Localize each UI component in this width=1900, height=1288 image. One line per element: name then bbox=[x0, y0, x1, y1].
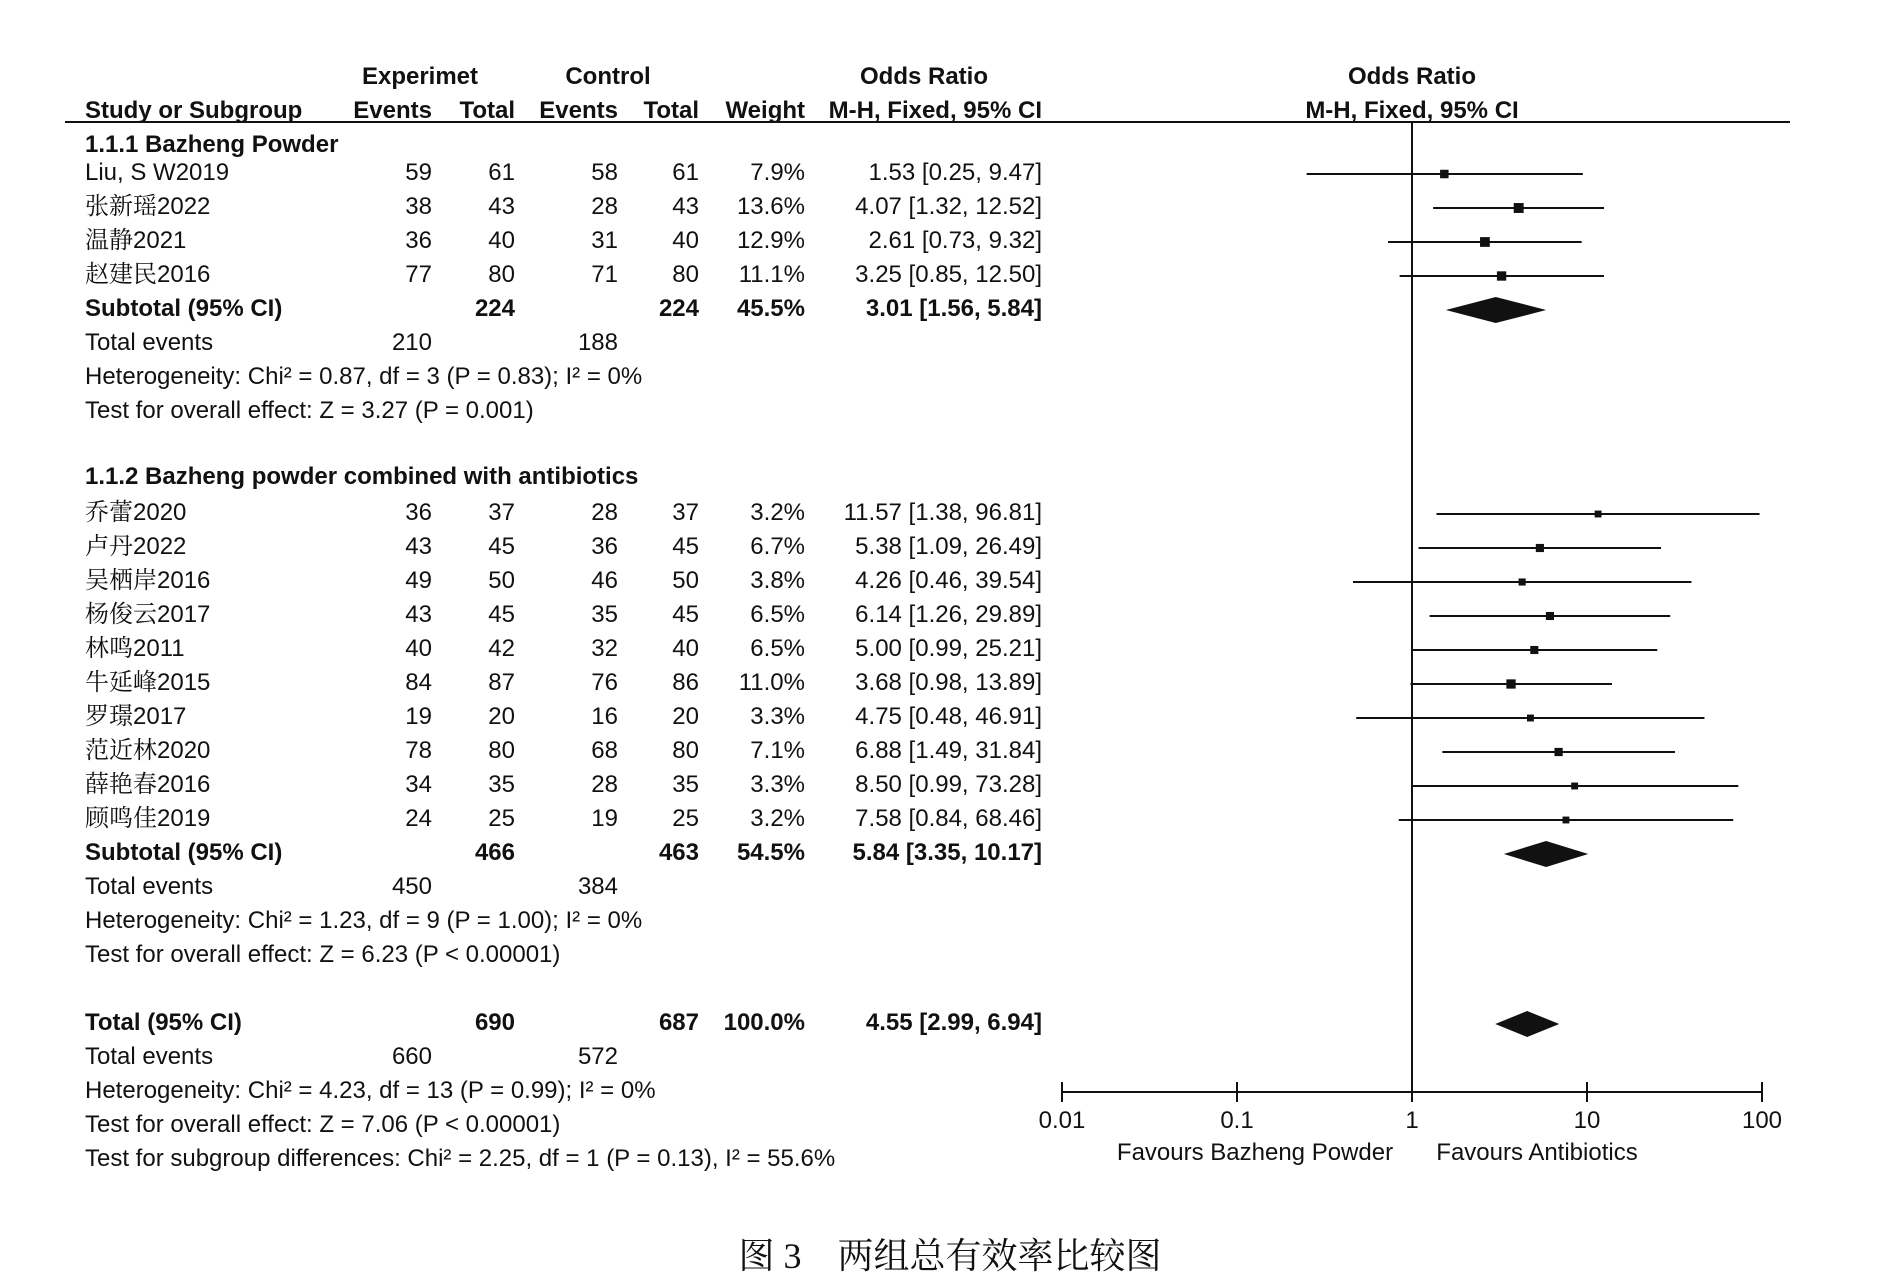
study-name: 吴栖岸2016 bbox=[85, 567, 211, 594]
weight: 6.5% bbox=[750, 635, 805, 662]
study-name: 卢丹2022 bbox=[85, 533, 187, 560]
col-ctl-total: Total bbox=[643, 97, 699, 124]
overall-effect-text: Test for overall effect: Z = 7.06 (P < 0.00001) bbox=[85, 1111, 561, 1138]
exp-total: 35 bbox=[488, 771, 515, 798]
table-header bbox=[65, 63, 1790, 124]
ctl-events: 31 bbox=[591, 227, 618, 254]
col-exp-events: Events bbox=[353, 97, 432, 124]
weight: 100.0% bbox=[723, 1009, 805, 1036]
weight: 3.3% bbox=[750, 703, 805, 730]
ctl-events: 58 bbox=[591, 159, 618, 186]
exp-total: 466 bbox=[474, 839, 515, 866]
ctl-events: 76 bbox=[591, 669, 618, 696]
exp-events: 40 bbox=[405, 635, 432, 662]
weight: 7.1% bbox=[750, 737, 805, 764]
ctl-events: 28 bbox=[591, 499, 618, 526]
weight: 7.9% bbox=[750, 159, 805, 186]
exp-total: 37 bbox=[488, 499, 515, 526]
ctl-events: 16 bbox=[591, 703, 618, 730]
favours-right-label: Favours Antibiotics bbox=[1436, 1139, 1638, 1166]
row-label: Total (95% CI) bbox=[85, 1009, 242, 1036]
exp-total: 61 bbox=[488, 159, 515, 186]
total-events-label: Total events bbox=[85, 873, 214, 900]
table-row bbox=[85, 805, 1042, 832]
summary-diamond bbox=[1446, 297, 1546, 323]
point-estimate bbox=[1536, 544, 1544, 552]
weight: 3.2% bbox=[750, 805, 805, 832]
study-name: 范近林2020 bbox=[85, 737, 211, 764]
or-ci: 5.00 [0.99, 25.21] bbox=[855, 635, 1042, 662]
exp-events: 24 bbox=[405, 805, 432, 832]
or-ci: 3.01 [1.56, 5.84] bbox=[865, 295, 1042, 322]
point-estimate bbox=[1527, 715, 1534, 722]
ctl-total: 40 bbox=[672, 227, 699, 254]
ctl-total: 80 bbox=[672, 261, 699, 288]
exp-events: 59 bbox=[405, 159, 432, 186]
or-column-title: Odds Ratio bbox=[859, 63, 989, 90]
col-method: M-H, Fixed, 95% CI bbox=[828, 97, 1042, 124]
study-name: 牛延峰2015 bbox=[85, 669, 211, 696]
ctl-total: 45 bbox=[672, 601, 699, 628]
total-events-exp: 210 bbox=[391, 329, 432, 356]
row-label: Subtotal (95% CI) bbox=[85, 295, 283, 322]
study-name: 罗璟2017 bbox=[85, 703, 187, 730]
weight: 45.5% bbox=[736, 295, 805, 322]
exp-events: 19 bbox=[405, 703, 432, 730]
study-name: Liu, S W2019 bbox=[85, 159, 230, 186]
exp-total: 87 bbox=[488, 669, 515, 696]
study-name: 张新瑶2022 bbox=[85, 193, 211, 220]
point-estimate bbox=[1440, 170, 1448, 178]
exp-total: 45 bbox=[488, 533, 515, 560]
ctl-total: 43 bbox=[672, 193, 699, 220]
favours-left-label: Favours Bazheng Powder bbox=[1116, 1139, 1394, 1166]
ctl-total: 40 bbox=[672, 635, 699, 662]
table-row bbox=[85, 193, 1042, 220]
point-estimate bbox=[1519, 578, 1526, 585]
or-ci: 4.07 [1.32, 12.52] bbox=[855, 193, 1042, 220]
ctl-events: 68 bbox=[591, 737, 618, 764]
study-name: 薛艳春2016 bbox=[85, 771, 211, 798]
ctl-total: 50 bbox=[672, 567, 699, 594]
table-row bbox=[85, 499, 1042, 526]
ctl-events: 28 bbox=[591, 193, 618, 220]
or-ci: 3.68 [0.98, 13.89] bbox=[855, 669, 1042, 696]
ctl-total: 86 bbox=[672, 669, 699, 696]
subgroup-diff-text: Test for subgroup differences: Chi² = 2.25, df = 1 (P = 0.13), I² = 55.6% bbox=[85, 1145, 836, 1172]
summary-diamond bbox=[1504, 841, 1588, 867]
col-weight: Weight bbox=[725, 97, 805, 124]
weight: 11.1% bbox=[738, 261, 805, 288]
study-name: 林鸣2011 bbox=[85, 635, 185, 662]
col-ctl-events: Events bbox=[539, 97, 618, 124]
plot-title: Odds Ratio bbox=[1347, 63, 1477, 90]
or-ci: 5.38 [1.09, 26.49] bbox=[855, 533, 1042, 560]
weight: 3.8% bbox=[750, 567, 805, 594]
table-row bbox=[85, 771, 1042, 798]
exp-events: 77 bbox=[405, 261, 432, 288]
exp-events: 84 bbox=[405, 669, 432, 696]
exp-total: 43 bbox=[488, 193, 515, 220]
point-estimate bbox=[1530, 646, 1538, 654]
study-name: 杨俊云2017 bbox=[85, 601, 211, 628]
overall-total bbox=[85, 1009, 1042, 1172]
table-row bbox=[85, 635, 1042, 662]
point-estimate bbox=[1480, 237, 1490, 247]
point-estimate bbox=[1497, 271, 1506, 280]
row-label: Subtotal (95% CI) bbox=[85, 839, 283, 866]
table-row bbox=[85, 669, 1042, 696]
total-events-ctl: 572 bbox=[577, 1043, 618, 1070]
exp-total: 50 bbox=[488, 567, 515, 594]
weight: 54.5% bbox=[736, 839, 805, 866]
exp-events: 43 bbox=[405, 601, 432, 628]
table-row bbox=[85, 261, 1042, 288]
total-events-label: Total events bbox=[85, 329, 214, 356]
ctl-total: 37 bbox=[672, 499, 699, 526]
or-ci: 4.55 [2.99, 6.94] bbox=[865, 1009, 1042, 1036]
subgroup-title: 1.1.2 Bazheng powder combined with antibiotics bbox=[85, 463, 639, 490]
ctl-events: 35 bbox=[591, 601, 618, 628]
ctl-total: 20 bbox=[672, 703, 699, 730]
col-study: Study or Subgroup bbox=[85, 97, 303, 124]
study-name: 顾鸣佳2019 bbox=[85, 805, 211, 832]
control-group-title: Control bbox=[565, 63, 651, 90]
exp-total: 80 bbox=[488, 737, 515, 764]
heterogeneity-text: Heterogeneity: Chi² = 0.87, df = 3 (P = 0.83); I² = 0% bbox=[85, 363, 643, 390]
subgroup-title: 1.1.1 Bazheng Powder bbox=[85, 131, 339, 158]
total-events-exp: 450 bbox=[391, 873, 432, 900]
table-row bbox=[85, 227, 1042, 254]
exp-events: 43 bbox=[405, 533, 432, 560]
ctl-events: 36 bbox=[591, 533, 618, 560]
exp-total: 42 bbox=[488, 635, 515, 662]
total-events-ctl: 188 bbox=[577, 329, 618, 356]
table-row bbox=[85, 159, 1042, 186]
weight: 11.0% bbox=[738, 669, 805, 696]
ctl-total: 463 bbox=[658, 839, 699, 866]
ctl-events: 46 bbox=[591, 567, 618, 594]
weight: 12.9% bbox=[736, 227, 805, 254]
or-ci: 1.53 [0.25, 9.47] bbox=[868, 159, 1042, 186]
ctl-total: 80 bbox=[672, 737, 699, 764]
ctl-total: 61 bbox=[672, 159, 699, 186]
study-name: 乔蕾2020 bbox=[85, 499, 187, 526]
subtotal-row bbox=[85, 839, 1042, 866]
x-axis-ticks bbox=[1039, 1082, 1782, 1134]
study-name: 温静2021 bbox=[85, 227, 187, 254]
col-exp-total: Total bbox=[459, 97, 515, 124]
study-name: 赵建民2016 bbox=[85, 261, 211, 288]
or-ci: 2.61 [0.73, 9.32] bbox=[868, 227, 1042, 254]
subgroup-2 bbox=[85, 463, 1042, 968]
x-tick-label: 0.1 bbox=[1220, 1107, 1254, 1134]
or-ci: 6.14 [1.26, 29.89] bbox=[855, 601, 1042, 628]
exp-total: 20 bbox=[488, 703, 515, 730]
plot-method: M-H, Fixed, 95% CI bbox=[1305, 97, 1519, 124]
weight: 3.3% bbox=[750, 771, 805, 798]
or-ci: 5.84 [3.35, 10.17] bbox=[852, 839, 1042, 866]
experimental-group-title: Experimet bbox=[361, 63, 479, 90]
plot-marks bbox=[1307, 170, 1760, 1037]
or-ci: 3.25 [0.85, 12.50] bbox=[855, 261, 1042, 288]
ctl-total: 224 bbox=[658, 295, 699, 322]
ctl-total: 687 bbox=[658, 1009, 699, 1036]
point-estimate bbox=[1595, 511, 1602, 518]
ctl-events: 19 bbox=[591, 805, 618, 832]
exp-total: 80 bbox=[488, 261, 515, 288]
heterogeneity-text: Heterogeneity: Chi² = 4.23, df = 13 (P = 0.99); I² = 0% bbox=[85, 1077, 656, 1104]
table-row bbox=[85, 703, 1042, 730]
subgroup-1 bbox=[85, 131, 1042, 424]
ctl-events: 71 bbox=[591, 261, 618, 288]
point-estimate bbox=[1546, 612, 1554, 620]
point-estimate bbox=[1563, 817, 1570, 824]
table-row bbox=[85, 737, 1042, 764]
exp-events: 49 bbox=[405, 567, 432, 594]
point-estimate bbox=[1571, 783, 1578, 790]
total-events-exp: 660 bbox=[391, 1043, 432, 1070]
x-tick-label: 1 bbox=[1405, 1107, 1419, 1134]
x-tick-label: 100 bbox=[1741, 1107, 1783, 1134]
ctl-total: 25 bbox=[672, 805, 699, 832]
exp-total: 690 bbox=[474, 1009, 515, 1036]
heterogeneity-text: Heterogeneity: Chi² = 1.23, df = 9 (P = 1.00); I² = 0% bbox=[85, 907, 643, 934]
exp-events: 36 bbox=[405, 499, 432, 526]
subtotal-row bbox=[85, 295, 1042, 322]
total-events-ctl: 384 bbox=[577, 873, 618, 900]
ctl-total: 45 bbox=[672, 533, 699, 560]
x-tick-label: 10 bbox=[1573, 1107, 1601, 1134]
weight: 3.2% bbox=[750, 499, 805, 526]
figure-caption: 图 3 两组总有效率比较图 bbox=[738, 1236, 1162, 1276]
or-ci: 11.57 [1.38, 96.81] bbox=[843, 499, 1042, 526]
or-ci: 4.26 [0.46, 39.54] bbox=[855, 567, 1042, 594]
weight: 6.5% bbox=[750, 601, 805, 628]
table-row bbox=[85, 567, 1042, 594]
summary-diamond bbox=[1495, 1011, 1559, 1037]
exp-events: 34 bbox=[405, 771, 432, 798]
exp-total: 224 bbox=[474, 295, 515, 322]
or-ci: 7.58 [0.84, 68.46] bbox=[855, 805, 1042, 832]
exp-events: 78 bbox=[405, 737, 432, 764]
overall-effect-text: Test for overall effect: Z = 3.27 (P = 0.001) bbox=[85, 397, 534, 424]
exp-events: 38 bbox=[405, 193, 432, 220]
table-row bbox=[85, 601, 1042, 628]
ctl-events: 28 bbox=[591, 771, 618, 798]
point-estimate bbox=[1514, 203, 1524, 213]
overall-effect-text: Test for overall effect: Z = 6.23 (P < 0.00001) bbox=[85, 941, 561, 968]
or-ci: 6.88 [1.49, 31.84] bbox=[855, 737, 1042, 764]
exp-total: 40 bbox=[488, 227, 515, 254]
exp-events: 36 bbox=[405, 227, 432, 254]
exp-total: 25 bbox=[488, 805, 515, 832]
weight: 13.6% bbox=[736, 193, 805, 220]
weight: 6.7% bbox=[750, 533, 805, 560]
or-ci: 8.50 [0.99, 73.28] bbox=[855, 771, 1042, 798]
table-row bbox=[85, 533, 1042, 560]
ctl-total: 35 bbox=[672, 771, 699, 798]
point-estimate bbox=[1554, 748, 1562, 756]
ctl-events: 32 bbox=[591, 635, 618, 662]
total-row bbox=[85, 1009, 1042, 1036]
or-ci: 4.75 [0.48, 46.91] bbox=[855, 703, 1042, 730]
total-events-label: Total events bbox=[85, 1043, 214, 1070]
point-estimate bbox=[1506, 679, 1515, 688]
plot-area bbox=[1039, 122, 1782, 1166]
exp-total: 45 bbox=[488, 601, 515, 628]
x-tick-label: 0.01 bbox=[1038, 1107, 1086, 1134]
